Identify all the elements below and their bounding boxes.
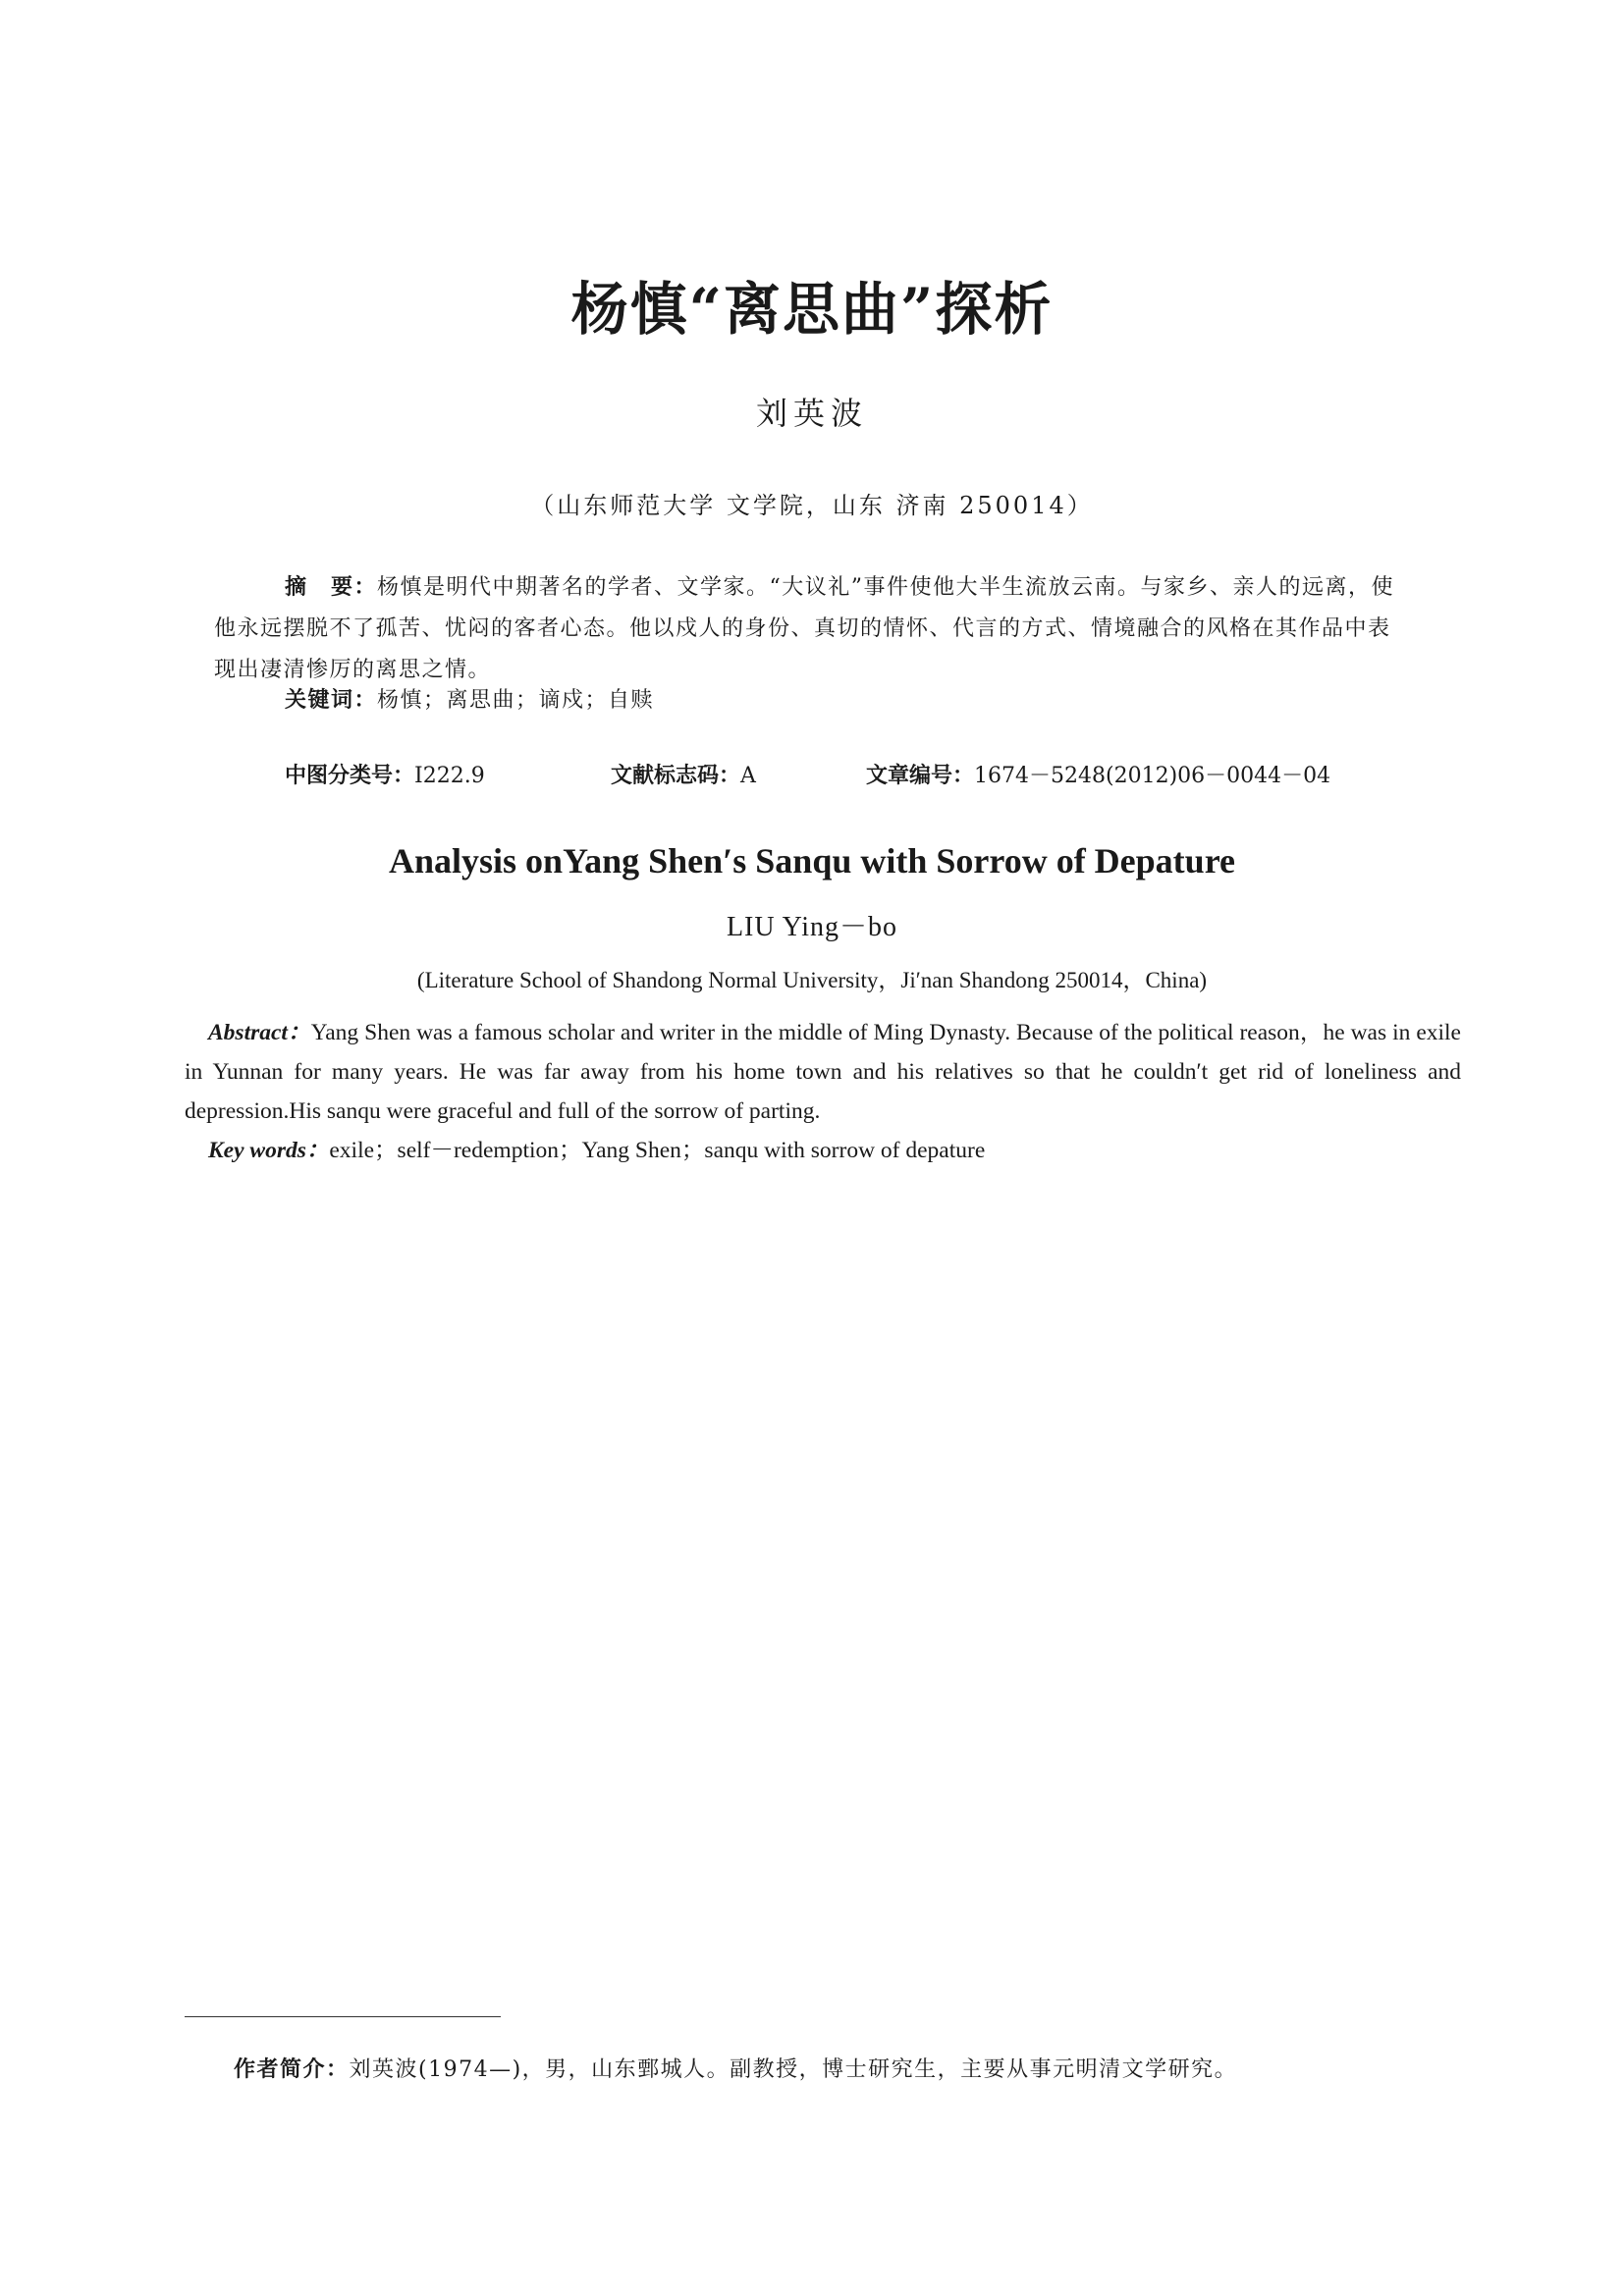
document-code-label: 文献标志码： bbox=[611, 764, 741, 788]
chinese-abstract bbox=[214, 567, 1410, 691]
english-keywords bbox=[185, 1131, 1461, 1170]
english-affiliation: (Literature School of Shandong Normal University，Ji′nan Shandong 250014，China) bbox=[416, 968, 1208, 992]
chinese-author: 刘英波 bbox=[755, 395, 868, 432]
clc-number bbox=[285, 761, 485, 792]
document-code-value: A bbox=[740, 764, 756, 788]
chinese-keywords-text: 杨慎；离思曲；谪戍；自赎 bbox=[377, 688, 655, 713]
chinese-title: 杨慎“离思曲”探析 bbox=[570, 276, 1054, 343]
english-abstract-block bbox=[185, 1013, 1461, 1170]
footnote-divider bbox=[185, 2016, 501, 2017]
article-number-value: 1674－5248(2012)06－0044－04 bbox=[974, 764, 1331, 788]
chinese-keywords bbox=[285, 683, 1410, 719]
chinese-abstract-paragraph bbox=[214, 567, 1410, 691]
chinese-abstract-text: 杨慎是明代中期著名的学者、文学家。“大议礼”事件使他大半生流放云南。与家乡、亲人的远离，使他永远摆脱不了孤苦、忧闷的客者心态。他以戍人的身份、真切的情怀、代言的方式、情境融合的风格在其作品中表现出凄清惨厉的离思之情。 bbox=[214, 575, 1395, 682]
footnote-text: 刘英波(1974—)，男，山东鄄城人。副教授，博士研究生，主要从事元明清文学研究。 bbox=[349, 2057, 1238, 2082]
clc-label: 中图分类号： bbox=[285, 764, 415, 788]
english-keywords-label: Key words： bbox=[208, 1138, 330, 1163]
clc-value: I222.9 bbox=[414, 764, 485, 788]
english-abstract-text: Yang Shen was a famous scholar and writer in the middle of Ming Dynasty. Because of the political reason，he was in exile in Yunnan for many years. He was far away from his home town and his relatives so that he couldn′t get rid of loneliness and depression.His sanqu were graceful and full of the sorrow of parting. bbox=[185, 1020, 1461, 1124]
chinese-abstract-label: 摘 要： bbox=[285, 575, 378, 600]
chinese-affiliation: （山东师范大学 文学院，山东 济南 250014） bbox=[530, 492, 1094, 519]
article-number bbox=[866, 761, 1330, 792]
footnote-label: 作者简介： bbox=[234, 2057, 350, 2082]
english-title: Analysis onYang Shen′s Sanqu with Sorrow of Depature bbox=[389, 841, 1235, 881]
english-author: LIU Ying－bo bbox=[726, 912, 898, 942]
document-code bbox=[611, 761, 756, 792]
english-keywords-text: exile；self－redemption；Yang Shen；sanqu with sorrow of depature bbox=[329, 1138, 986, 1163]
article-number-label: 文章编号： bbox=[866, 764, 975, 788]
chinese-keywords-label: 关键词： bbox=[285, 688, 378, 713]
author-footnote bbox=[234, 2055, 1412, 2086]
english-abstract bbox=[185, 1013, 1461, 1131]
english-abstract-label: Abstract： bbox=[208, 1020, 311, 1045]
